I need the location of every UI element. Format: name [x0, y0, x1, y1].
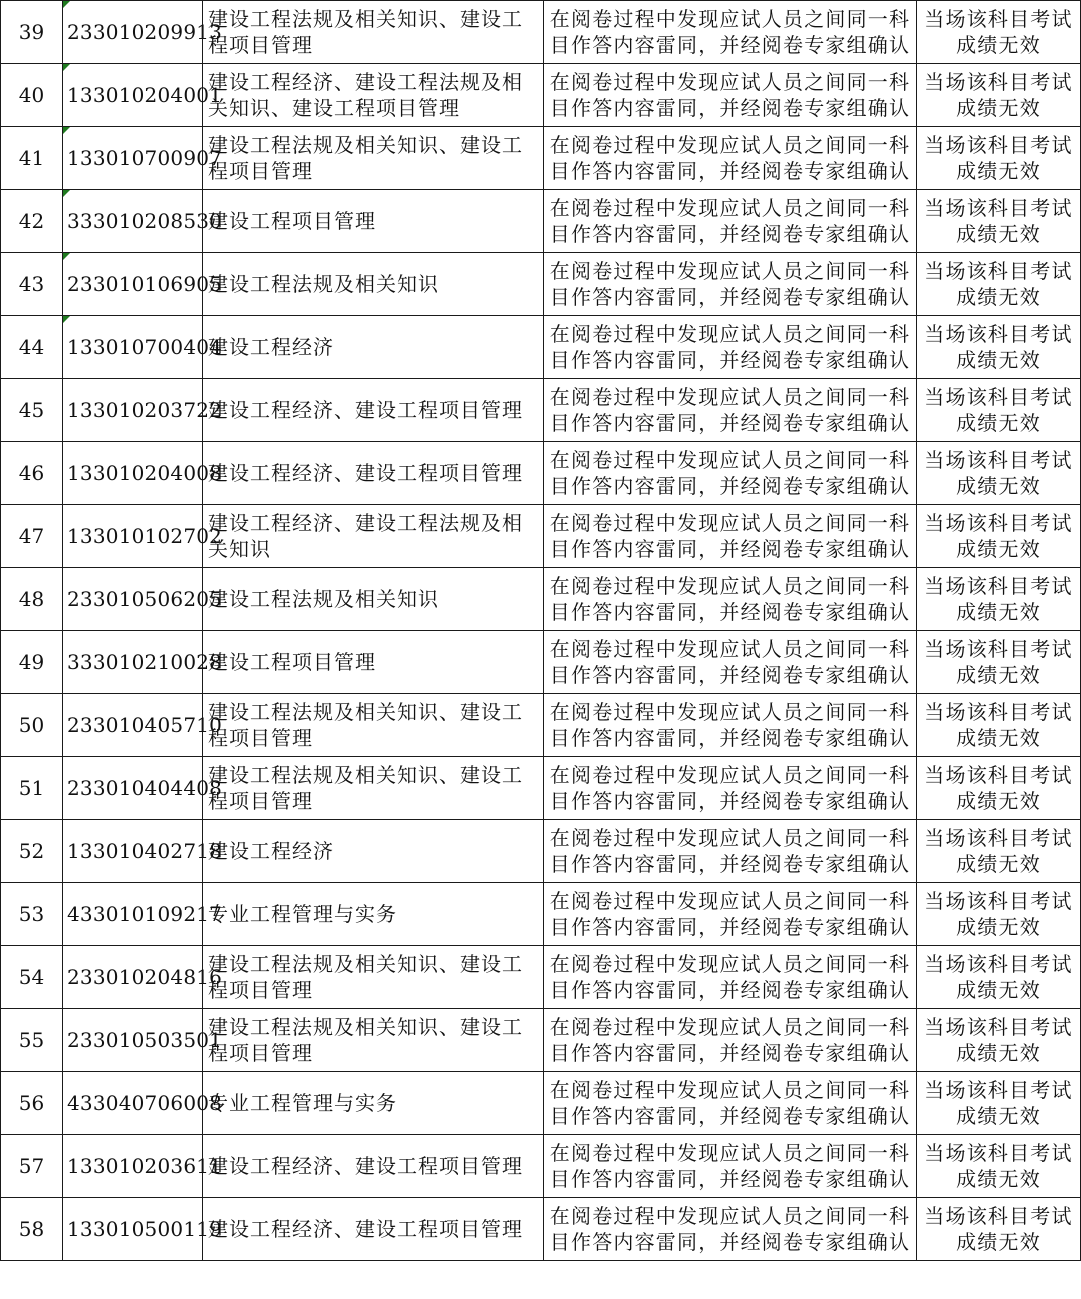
reason-cell: 在阅卷过程中发现应试人员之间同一科目作答内容雷同，并经阅卷专家组确认 [544, 1135, 917, 1198]
subject-cell: 建设工程法规及相关知识、建设工程项目管理 [203, 1009, 544, 1072]
subject-cell: 专业工程管理与实务 [203, 883, 544, 946]
comment-flag-icon [63, 190, 70, 197]
candidate-id-cell [63, 883, 223, 946]
table-row [1, 253, 1081, 316]
candidate-id-cell [63, 568, 223, 631]
row-number: 42 [1, 190, 63, 253]
candidate-id-cell [63, 694, 223, 757]
subject-cell: 专业工程管理与实务 [203, 1072, 544, 1135]
candidate-id: 133010102702 [67, 524, 223, 548]
candidate-id-cell [63, 1, 223, 64]
candidate-id: 233010503501 [67, 1028, 223, 1052]
candidate-id: 133010700404 [67, 335, 223, 359]
table-row [1, 190, 1081, 253]
row-number: 51 [1, 757, 63, 820]
reason-cell: 在阅卷过程中发现应试人员之间同一科目作答内容雷同，并经阅卷专家组确认 [544, 1072, 917, 1135]
subject-cell: 建设工程经济、建设工程项目管理 [203, 442, 544, 505]
subject-cell: 建设工程法规及相关知识、建设工程项目管理 [203, 946, 544, 1009]
candidate-id: 233010209913 [67, 20, 223, 44]
row-number: 53 [1, 883, 63, 946]
candidate-id: 233010204816 [67, 965, 223, 989]
reason-cell: 在阅卷过程中发现应试人员之间同一科目作答内容雷同，并经阅卷专家组确认 [544, 820, 917, 883]
comment-flag-icon [63, 253, 70, 260]
result-cell: 当场该科目考试成绩无效 [917, 64, 1081, 127]
candidate-id: 233010404408 [67, 776, 223, 800]
subject-cell: 建设工程法规及相关知识 [203, 568, 544, 631]
subject-cell: 建设工程法规及相关知识、建设工程项目管理 [203, 757, 544, 820]
reason-cell: 在阅卷过程中发现应试人员之间同一科目作答内容雷同，并经阅卷专家组确认 [544, 694, 917, 757]
reason-cell: 在阅卷过程中发现应试人员之间同一科目作答内容雷同，并经阅卷专家组确认 [544, 1, 917, 64]
row-number: 47 [1, 505, 63, 568]
reason-cell: 在阅卷过程中发现应试人员之间同一科目作答内容雷同，并经阅卷专家组确认 [544, 64, 917, 127]
candidate-id-cell [63, 127, 223, 190]
comment-flag-icon [63, 1, 70, 8]
candidate-id: 433010109217 [67, 902, 223, 926]
table-body [1, 1, 1081, 1261]
row-number: 46 [1, 442, 63, 505]
subject-cell: 建设工程经济、建设工程项目管理 [203, 1135, 544, 1198]
result-cell: 当场该科目考试成绩无效 [917, 1, 1081, 64]
table-row [1, 1072, 1081, 1135]
table-row [1, 1198, 1081, 1261]
reason-cell: 在阅卷过程中发现应试人员之间同一科目作答内容雷同，并经阅卷专家组确认 [544, 379, 917, 442]
result-cell: 当场该科目考试成绩无效 [917, 820, 1081, 883]
candidate-id: 133010204001 [67, 83, 223, 107]
row-number: 54 [1, 946, 63, 1009]
result-cell: 当场该科目考试成绩无效 [917, 379, 1081, 442]
result-cell: 当场该科目考试成绩无效 [917, 127, 1081, 190]
candidate-id-cell [63, 757, 223, 820]
subject-cell: 建设工程经济、建设工程法规及相关知识 [203, 505, 544, 568]
candidate-id: 233010405710 [67, 713, 223, 737]
reason-cell: 在阅卷过程中发现应试人员之间同一科目作答内容雷同，并经阅卷专家组确认 [544, 568, 917, 631]
subject-cell: 建设工程法规及相关知识、建设工程项目管理 [203, 694, 544, 757]
table-row [1, 1135, 1081, 1198]
comment-flag-icon [63, 64, 70, 71]
row-number: 55 [1, 1009, 63, 1072]
result-cell: 当场该科目考试成绩无效 [917, 505, 1081, 568]
subject-cell: 建设工程经济 [203, 316, 544, 379]
table-row [1, 379, 1081, 442]
comment-flag-icon [63, 127, 70, 134]
subject-cell: 建设工程法规及相关知识、建设工程项目管理 [203, 127, 544, 190]
candidate-id-cell [63, 1198, 223, 1261]
subject-cell: 建设工程经济、建设工程项目管理 [203, 379, 544, 442]
reason-cell: 在阅卷过程中发现应试人员之间同一科目作答内容雷同，并经阅卷专家组确认 [544, 253, 917, 316]
result-cell: 当场该科目考试成绩无效 [917, 316, 1081, 379]
table-row [1, 568, 1081, 631]
candidate-id: 133010203611 [67, 1154, 223, 1178]
result-cell: 当场该科目考试成绩无效 [917, 442, 1081, 505]
reason-cell: 在阅卷过程中发现应试人员之间同一科目作答内容雷同，并经阅卷专家组确认 [544, 190, 917, 253]
row-number: 56 [1, 1072, 63, 1135]
result-cell: 当场该科目考试成绩无效 [917, 631, 1081, 694]
result-cell: 当场该科目考试成绩无效 [917, 757, 1081, 820]
candidate-id: 133010203722 [67, 398, 223, 422]
candidate-id: 333010210028 [67, 650, 223, 674]
comment-flag-icon [63, 316, 70, 323]
reason-cell: 在阅卷过程中发现应试人员之间同一科目作答内容雷同，并经阅卷专家组确认 [544, 946, 917, 1009]
reason-cell: 在阅卷过程中发现应试人员之间同一科目作答内容雷同，并经阅卷专家组确认 [544, 442, 917, 505]
candidate-id: 133010402718 [67, 839, 223, 863]
reason-cell: 在阅卷过程中发现应试人员之间同一科目作答内容雷同，并经阅卷专家组确认 [544, 883, 917, 946]
table-row [1, 883, 1081, 946]
result-cell: 当场该科目考试成绩无效 [917, 1198, 1081, 1261]
table-row [1, 316, 1081, 379]
subject-cell: 建设工程项目管理 [203, 190, 544, 253]
result-cell: 当场该科目考试成绩无效 [917, 1135, 1081, 1198]
row-number: 39 [1, 1, 63, 64]
subject-cell: 建设工程经济、建设工程项目管理 [203, 1198, 544, 1261]
reason-cell: 在阅卷过程中发现应试人员之间同一科目作答内容雷同，并经阅卷专家组确认 [544, 1009, 917, 1072]
subject-cell: 建设工程法规及相关知识、建设工程项目管理 [203, 1, 544, 64]
row-number: 48 [1, 568, 63, 631]
candidate-id: 133010500119 [67, 1217, 223, 1241]
table-row [1, 694, 1081, 757]
candidate-id-cell [63, 631, 223, 694]
table-row [1, 946, 1081, 1009]
row-number: 41 [1, 127, 63, 190]
result-cell: 当场该科目考试成绩无效 [917, 1072, 1081, 1135]
candidate-id-cell [63, 820, 223, 883]
row-number: 45 [1, 379, 63, 442]
reason-cell: 在阅卷过程中发现应试人员之间同一科目作答内容雷同，并经阅卷专家组确认 [544, 1198, 917, 1261]
row-number: 52 [1, 820, 63, 883]
candidate-id-cell [63, 1135, 223, 1198]
table-row [1, 64, 1081, 127]
row-number: 58 [1, 1198, 63, 1261]
result-cell: 当场该科目考试成绩无效 [917, 883, 1081, 946]
row-number: 40 [1, 64, 63, 127]
candidate-id-cell [63, 316, 223, 379]
row-number: 44 [1, 316, 63, 379]
candidate-id: 433040706008 [67, 1091, 223, 1115]
row-number: 57 [1, 1135, 63, 1198]
subject-cell: 建设工程项目管理 [203, 631, 544, 694]
candidate-id: 233010106905 [67, 272, 223, 296]
result-cell: 当场该科目考试成绩无效 [917, 568, 1081, 631]
table-row [1, 631, 1081, 694]
table-row [1, 820, 1081, 883]
reason-cell: 在阅卷过程中发现应试人员之间同一科目作答内容雷同，并经阅卷专家组确认 [544, 127, 917, 190]
result-cell: 当场该科目考试成绩无效 [917, 694, 1081, 757]
reason-cell: 在阅卷过程中发现应试人员之间同一科目作答内容雷同，并经阅卷专家组确认 [544, 505, 917, 568]
candidate-id-cell [63, 505, 223, 568]
subject-cell: 建设工程法规及相关知识 [203, 253, 544, 316]
candidate-id: 333010208530 [67, 209, 223, 233]
table-row [1, 757, 1081, 820]
reason-cell: 在阅卷过程中发现应试人员之间同一科目作答内容雷同，并经阅卷专家组确认 [544, 631, 917, 694]
candidate-id-cell [63, 253, 223, 316]
table-row [1, 505, 1081, 568]
result-cell: 当场该科目考试成绩无效 [917, 253, 1081, 316]
row-number: 43 [1, 253, 63, 316]
reason-cell: 在阅卷过程中发现应试人员之间同一科目作答内容雷同，并经阅卷专家组确认 [544, 757, 917, 820]
result-cell: 当场该科目考试成绩无效 [917, 190, 1081, 253]
candidate-id-cell [63, 946, 223, 1009]
candidate-id: 133010204008 [67, 461, 223, 485]
table-row [1, 127, 1081, 190]
result-cell: 当场该科目考试成绩无效 [917, 946, 1081, 1009]
table-row [1, 1009, 1081, 1072]
candidate-id-cell [63, 64, 223, 127]
row-number: 49 [1, 631, 63, 694]
subject-cell: 建设工程经济、建设工程法规及相关知识、建设工程项目管理 [203, 64, 544, 127]
candidate-id-cell [63, 442, 223, 505]
candidate-id: 233010506205 [67, 587, 223, 611]
candidate-id-cell [63, 379, 223, 442]
row-number: 50 [1, 694, 63, 757]
candidate-id-cell [63, 190, 223, 253]
subject-cell: 建设工程经济 [203, 820, 544, 883]
candidate-id-cell [63, 1072, 223, 1135]
table-row [1, 442, 1081, 505]
candidate-id: 133010700907 [67, 146, 223, 170]
candidate-id-cell [63, 1009, 223, 1072]
table-row [1, 1, 1081, 64]
result-cell: 当场该科目考试成绩无效 [917, 1009, 1081, 1072]
reason-cell: 在阅卷过程中发现应试人员之间同一科目作答内容雷同，并经阅卷专家组确认 [544, 316, 917, 379]
